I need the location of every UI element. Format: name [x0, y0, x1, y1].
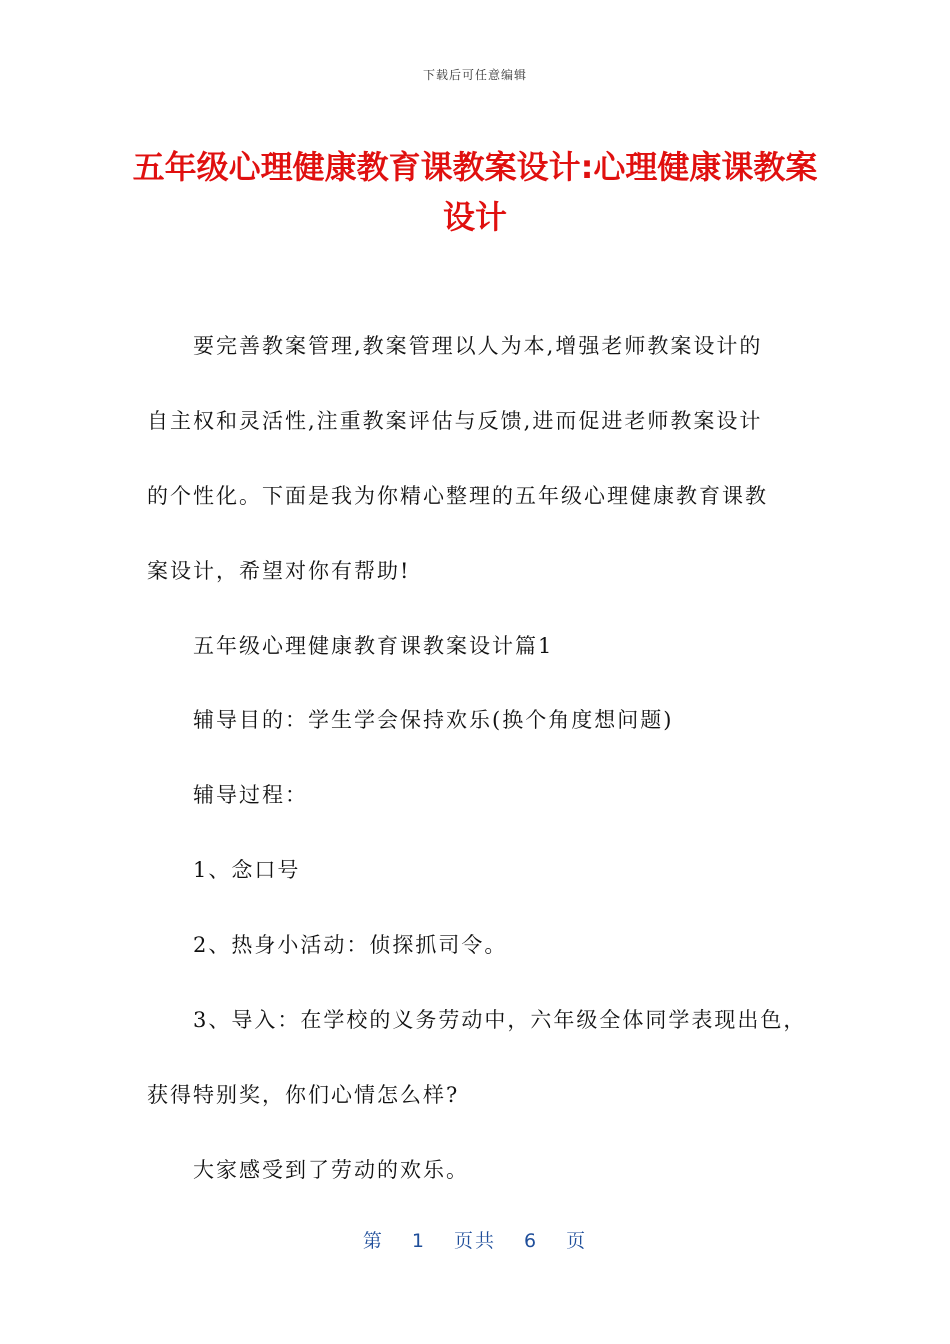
paragraph-line: 大家感受到了劳动的欢乐。 — [193, 1158, 469, 1182]
paragraph-line: 案设计，希望对你有帮助! — [147, 559, 411, 583]
paragraph-line: 自主权和灵活性,注重教案评估与反馈,进而促进老师教案设计 — [147, 409, 763, 433]
section-heading: 五年级心理健康教育课教案设计篇1 — [193, 634, 554, 658]
list-item: 1、念口号 — [193, 858, 301, 882]
page-footer — [0, 1226, 950, 1253]
paragraph-line: 辅导目的：学生学会保持欢乐(换个角度想问题) — [193, 708, 674, 732]
page-number: 1 — [411, 1230, 426, 1252]
total-pages: 6 — [524, 1230, 539, 1252]
paragraph-line: 获得特别奖，你们心情怎么样? — [147, 1083, 460, 1107]
of-label: 页共 — [453, 1230, 496, 1252]
paragraph-line: 的个性化。下面是我为你精心整理的五年级心理健康教育课教 — [147, 484, 768, 508]
paragraph-line: 要完善教案管理,教案管理以人为本,增强老师教案设计的 — [193, 334, 763, 358]
list-item: 2、热身小活动：侦探抓司令。 — [193, 933, 508, 957]
page-suffix: 页 — [566, 1230, 588, 1252]
header-note: 下载后可任意编辑 — [422, 68, 527, 82]
document-title: 五年级心理健康教育课教案设计:心理健康课教案设计 — [132, 148, 818, 236]
list-item: 3、导入：在学校的义务劳动中，六年级全体同学表现出色， — [193, 1008, 807, 1032]
page-label: 第 — [362, 1230, 384, 1252]
paragraph-line: 辅导过程： — [193, 783, 308, 807]
